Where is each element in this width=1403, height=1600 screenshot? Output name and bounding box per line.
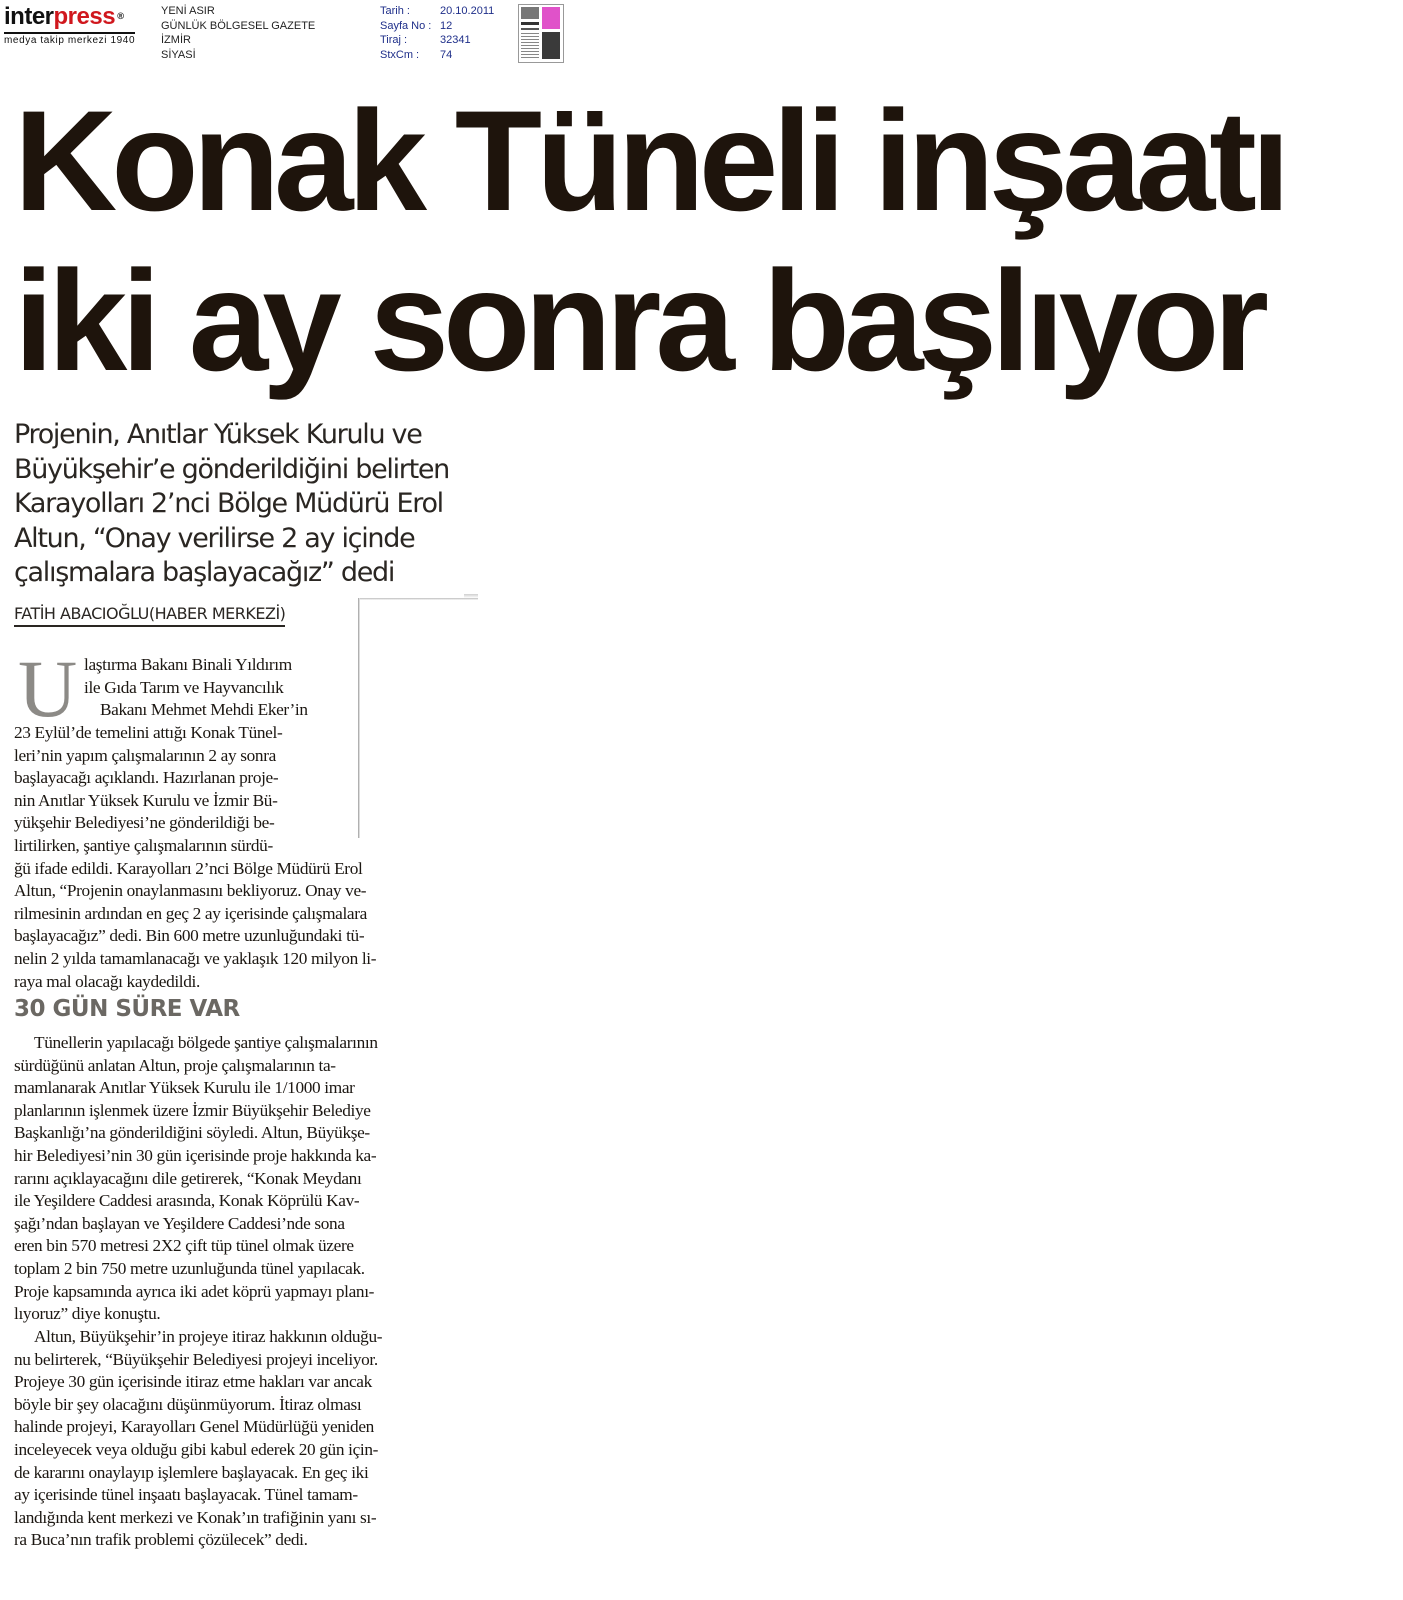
scan-edge — [358, 598, 478, 600]
paragraph-1 — [14, 722, 458, 993]
text-line: sürdüğünü anlatan Altun, proje çalışmalarının ta- — [14, 1055, 336, 1075]
registered-mark: ® — [116, 12, 125, 22]
logo-tagline: medya takip merkezi 1940 — [4, 32, 135, 46]
text-line: eren bin 570 metresi 2X2 çift tüp tünel olmak üzere — [14, 1236, 354, 1256]
area-label: StxCm : — [380, 48, 420, 61]
page-label: Sayfa No : — [380, 19, 432, 32]
text-line: ra Buca’nın trafik problemi çözülecek” dedi. — [14, 1530, 308, 1550]
text-line: böyle bir şey olacağını düşünmüyorum. İtiraz olması — [14, 1394, 362, 1414]
text-line: Tünellerin yapılacağı bölgede şantiye çalışmalarının — [34, 1033, 378, 1052]
text-line: ile Gıda Tarım ve Hayvancılık — [84, 677, 284, 697]
page-value: 12 — [440, 19, 453, 32]
paragraph-3 — [14, 1326, 458, 1552]
text-line: Altun, Büyükşehir’in projeye itiraz hakkının olduğu- — [34, 1327, 383, 1346]
text-line: planlarının işlenmek üzere İzmir Büyükşehir Belediye — [14, 1100, 371, 1120]
publication-info — [161, 4, 315, 62]
text-line: başlayacağı açıklandı. Hazırlanan proje- — [14, 768, 279, 788]
publication-name: YENİ ASIR — [161, 5, 215, 17]
text-line: de kararını onaylayıp işlemlere başlayacak. En geç iki — [14, 1462, 369, 1482]
text-line: halinde projeyi, Karayolları Genel Müdürlüğü yeniden — [14, 1417, 374, 1437]
text-line: başlayacağız” dedi. Bin 600 metre uzunluğundaki tü- — [14, 926, 365, 946]
text-line: lirtilirken, şantiye çalışmalarının sürdü- — [14, 835, 273, 855]
deck-line: Altun, “Onay verilirse 2 ay içinde — [14, 522, 415, 554]
text-line: Başkanlığı’na gönderildiğini söyledi. Altun, Büyükşe- — [14, 1123, 370, 1143]
text-line: rarını açıklayacağını dile getirerek, “Konak Meydanı — [14, 1168, 362, 1188]
text-line: mamlanarak Anıtlar Yüksek Kurulu ile 1/1000 imar — [14, 1078, 355, 1098]
deck-line: Büyükşehir’e gönderildiğini belirten — [14, 453, 449, 485]
text-line: Projeye 30 gün içerisinde itiraz etme hakları var ancak — [14, 1372, 372, 1392]
deck-line: Karayolları 2’nci Bölge Müdürü Erol — [14, 488, 443, 520]
circulation-label: Tiraj : — [380, 34, 408, 47]
text-line: Proje kapsamında ayrıca iki adet köprü yapmayı planı- — [14, 1281, 375, 1301]
date-row — [380, 4, 494, 19]
circulation-value: 32341 — [440, 34, 471, 47]
headline-line-2: iki ay sonra başlıyor — [14, 242, 1264, 401]
text-line: landığında kent merkezi ve Konak’ın trafiğinin yanı sı- — [14, 1507, 377, 1527]
logo-word-press: press — [53, 3, 116, 30]
publication-city: İZMİR — [161, 34, 191, 47]
text-line: nin Anıtlar Yüksek Kurulu ve İzmir Bü- — [14, 790, 278, 810]
text-line: ay içerisinde tünel inşaatı başlayacak. Tünel tamam- — [14, 1485, 358, 1505]
text-line: yükşehir Belediyesi’ne gönderildiği be- — [14, 813, 275, 833]
text-line: ile Yeşildere Caddesi arasında, Konak Köprülü Kav- — [14, 1191, 360, 1211]
section-subhead: 30 GÜN SÜRE VAR — [14, 996, 240, 1022]
publication-type: GÜNLÜK BÖLGESEL GAZETE — [161, 19, 316, 32]
area-value: 74 — [440, 48, 453, 61]
circulation-row — [380, 33, 494, 48]
text-line: lıyoruz” diye konuştu. — [14, 1304, 161, 1324]
text-line: ğü ifade edildi. Karayolları 2’nci Bölge Müdürü Erol — [14, 858, 363, 878]
text-line: nu belirterek, “Büyükşehir Belediyesi projeyi inceliyor. — [14, 1349, 378, 1369]
headline-line-1: Konak Tüneli inşaatı — [14, 82, 1285, 241]
logo-word-inter: inter — [4, 3, 54, 30]
deck-line: Projenin, Anıtlar Yüksek Kurulu ve — [14, 419, 422, 450]
text-line: leri’nin yapım çalışmalarının 2 ay sonra — [14, 745, 276, 765]
page-row — [380, 19, 494, 34]
logo-wordmark — [4, 4, 154, 30]
article-deck — [14, 418, 474, 591]
text-line: nelin 2 yılda tamamlanacağı ve yaklaşık 120 milyon li- — [14, 948, 377, 968]
interpress-logo — [4, 4, 154, 48]
article-byline: FATİH ABACIOĞLU(HABER MERKEZİ) — [14, 604, 285, 627]
publication-section: SİYASİ — [161, 48, 196, 61]
text-line: toplam 2 bin 750 metre uzunluğunda tünel yapılacak. — [14, 1258, 365, 1278]
article-headline — [14, 82, 1394, 402]
paragraph-1-lead — [84, 654, 384, 722]
text-line: inceleyecek veya olduğu gibi kabul ederek 20 gün için- — [14, 1439, 379, 1459]
clip-metadata — [380, 4, 494, 62]
deck-line: çalışmalara başlayacağız” dedi — [14, 557, 395, 589]
paragraph-2 — [14, 1032, 458, 1326]
text-line: hir Belediyesi’nin 30 gün içerisinde proje hakkında ka- — [14, 1145, 377, 1165]
text-line: laştırma Bakanı Binali Yıldırım — [84, 655, 292, 674]
drop-cap: U — [18, 643, 78, 734]
date-value: 20.10.2011 — [440, 5, 495, 17]
text-line: Bakanı Mehmet Mehdi Eker’in — [100, 700, 308, 720]
text-line: şağı’ndan başlayan ve Yeşildere Caddesi’nde sona — [14, 1213, 345, 1233]
text-line: rilmesinin ardından en geç 2 ay içerisinde çalışmalara — [14, 903, 367, 923]
text-line: raya mal olacağı kaydedildi. — [14, 971, 200, 991]
text-line: 23 Eylül’de temelini attığı Konak Tünel- — [14, 723, 283, 742]
text-line: Altun, “Projenin onaylanmasını bekliyoruz. Onay ve- — [14, 881, 367, 901]
page-thumbnail[interactable] — [518, 4, 564, 63]
area-row — [380, 48, 494, 63]
date-label: Tarih : — [380, 5, 410, 17]
